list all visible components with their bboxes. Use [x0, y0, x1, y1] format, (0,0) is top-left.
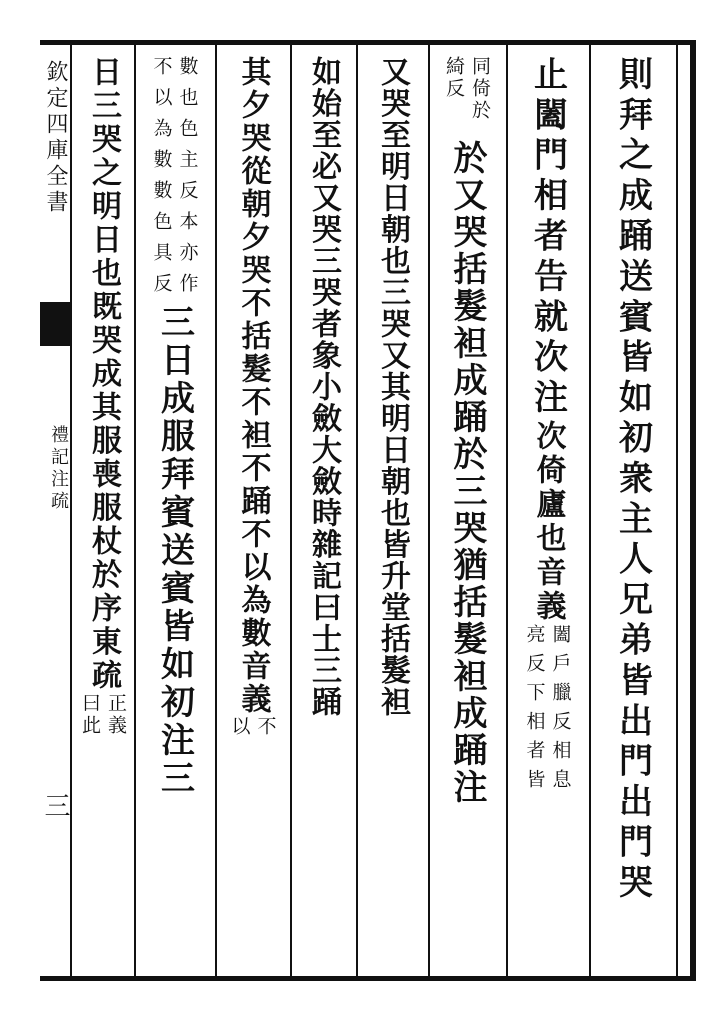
commentary-text: 如始至必又哭三哭者象小斂大斂時雜記曰士三踊 [306, 56, 341, 718]
note-line: 同倚於 [469, 56, 491, 122]
margin-title: 欽定四庫全書 [43, 60, 68, 216]
note-line: 正義 [105, 692, 127, 737]
note-line: 不以為數數色具反 [150, 56, 173, 304]
note-line: 綺反 [443, 56, 465, 100]
commentary-text: 次倚廬也音義 [530, 419, 566, 624]
main-text: 三日成服拜賓送賓皆如初注三 [154, 304, 195, 798]
frame-right-inner-rule [676, 45, 678, 976]
note-line: 以 [228, 716, 251, 738]
note-line: 數也色主反本亦作 [176, 56, 199, 304]
note-line: 亮反下相者皆 [523, 623, 546, 798]
main-text: 於又哭括髮袒成踊於三哭猶括髮袒成踊注 [447, 140, 487, 806]
main-text: 則拜之成踊送賓皆如初衆主人兄弟皆出門出門哭 [612, 56, 653, 905]
note-line: 曰此 [79, 692, 101, 737]
text-column-2 [506, 56, 589, 971]
page-number: 三 [40, 792, 70, 818]
frame-bottom-border [40, 976, 696, 981]
commentary-text: 日三哭之明日也既哭成其服喪服杖於序東疏 [86, 56, 121, 693]
text-column-4 [356, 56, 428, 971]
text-column-7 [134, 56, 215, 971]
interlinear-note [81, 693, 125, 737]
text-column-6 [215, 56, 290, 971]
note-line: 闔戶臘反相息 [549, 623, 572, 798]
fish-tail-mark [40, 302, 70, 346]
commentary-text: 又哭至明日朝也三哭又其明日朝也皆升堂括髮袒 [375, 56, 410, 718]
text-column-3 [428, 56, 506, 971]
interlinear-note [523, 623, 572, 798]
text-column-8 [72, 56, 134, 971]
note-line: 不 [254, 716, 277, 738]
frame-right-border [690, 40, 696, 981]
text-column-5 [290, 56, 356, 971]
interlinear-note [445, 56, 489, 122]
frame-top-border [40, 40, 696, 45]
interlinear-note [228, 716, 277, 738]
commentary-text: 其夕哭從朝夕哭不括髮不袒不踊不以為數音義 [235, 56, 271, 716]
interlinear-note [150, 56, 199, 304]
margin-book-title: 禮記注疏 [48, 425, 69, 513]
main-text: 止闔門相者告就次注 [527, 56, 568, 420]
text-column-1 [589, 56, 676, 971]
